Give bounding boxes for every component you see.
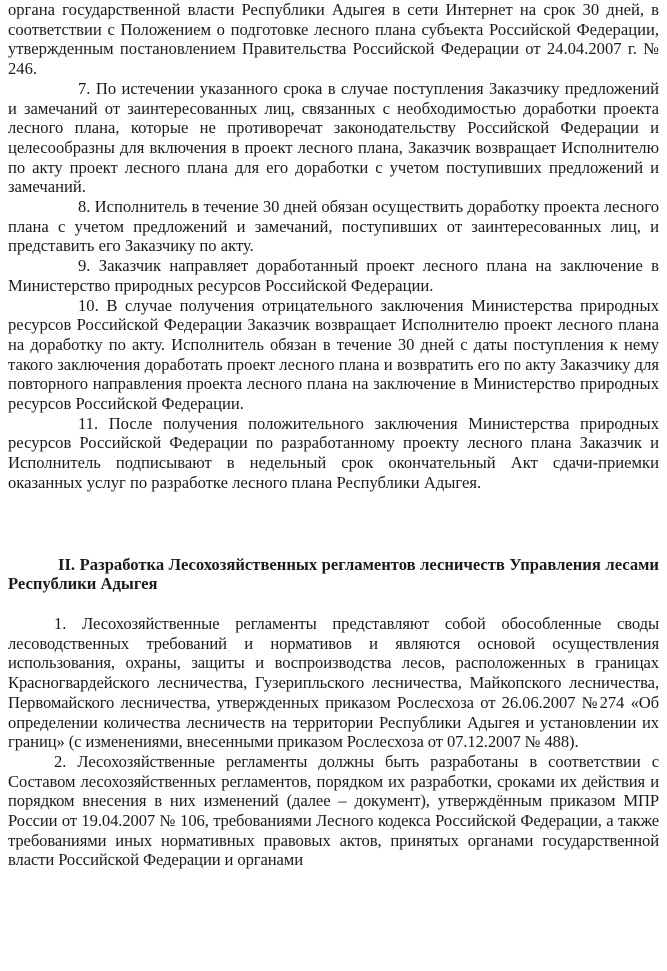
paragraph-11: 11. После получения положительного заключения Министерства природных ресурсов Российской Федерации по разработанному проекту лесного плана Заказчик и Исполнитель подписывают в недельный срок окончательный Акт сдачи-приемки оказанных услуг по разработке лесного плана Республики Адыгея. xyxy=(8,413,659,492)
paragraph-10: 10. В случае получения отрицательного заключения Министерства природных ресурсов Российской Федерации Заказчик возвращает Исполнителю проект лесного плана на доработку по акту. Исполнитель обязан в течение 30 дней с даты поступления к нему такого заключения доработать проект лесного плана и возвратить его по акту Заказчику для повторного направления проекта лесного плана на заключение в Министерство природных ресурсов Российской Федерации. xyxy=(8,295,659,414)
heading-spacer xyxy=(8,594,659,614)
paragraph-7: 7. По истечении указанного срока в случае поступления Заказчику предложений и замечаний от заинтересованных лиц, связанных с необходимостью доработки проекта лесного плана, которые не противоречат законодательству Российской Федерации и целесообразны для включения в проект лесного плана, Заказчик возвращает Исполнителю по акту проект лесного плана для его доработки с учетом поступивших предложений и замечаний. xyxy=(8,78,659,197)
section-heading: II. Разработка Лесохозяйственных регламентов лесничеств Управления лесами Республики Адыгея xyxy=(8,554,659,594)
section-spacer xyxy=(8,493,659,555)
paragraph-8: 8. Исполнитель в течение 30 дней обязан осуществить доработку проекта лесного плана с учетом предложений и замечаний, поступивших от заинтересованных лиц, и представить его Заказчику по акту. xyxy=(8,197,659,256)
paragraph-6-continuation: органа государственной власти Республики Адыгея в сети Интернет на срок 30 дней, в соответствии с Положением о подготовке лесного плана субъекта Российской Федерации, утвержденным постановлением Правительства Российской Федерации от 24.04.2007 г. № 246. xyxy=(8,0,659,79)
section-2-paragraph-1: 1. Лесохозяйственные регламенты представляют собой обособленные своды лесоводственных требований и нормативов и являются основой осуществления использования, охраны, защиты и воспроизводства лесов, расположенных в границах Красногвардейского лесничества, Гузерипльского лесничества, Майкопского лесничества, Первомайского лесничества, утвержденных приказом Рослесхоза от 26.06.2007 №274 «Об определении количества лесничеств на территории Республики Адыгея и установлении их границ» (с изменениями, внесенными приказом Рослесхоза от 07.12.2007 № 488). xyxy=(8,613,659,752)
section-2-paragraph-2: 2. Лесохозяйственные регламенты должны быть разработаны в соответствии с Составом лесохозяйственных регламентов, порядком их разработки, сроками их действия и порядком внесения в них изменений (далее – документ), утверждённым приказом МПР России от 19.04.2007 № 106, требованиями Лесного кодекса Российской Федерации, а также требованиями иных нормативных правовых актов, принятых органами государственной власти Российской Федерации и органами xyxy=(8,751,659,870)
paragraph-9: 9. Заказчик направляет доработанный проект лесного плана на заключение в Министерство природных ресурсов Российской Федерации. xyxy=(8,256,659,295)
document-page xyxy=(8,0,659,870)
